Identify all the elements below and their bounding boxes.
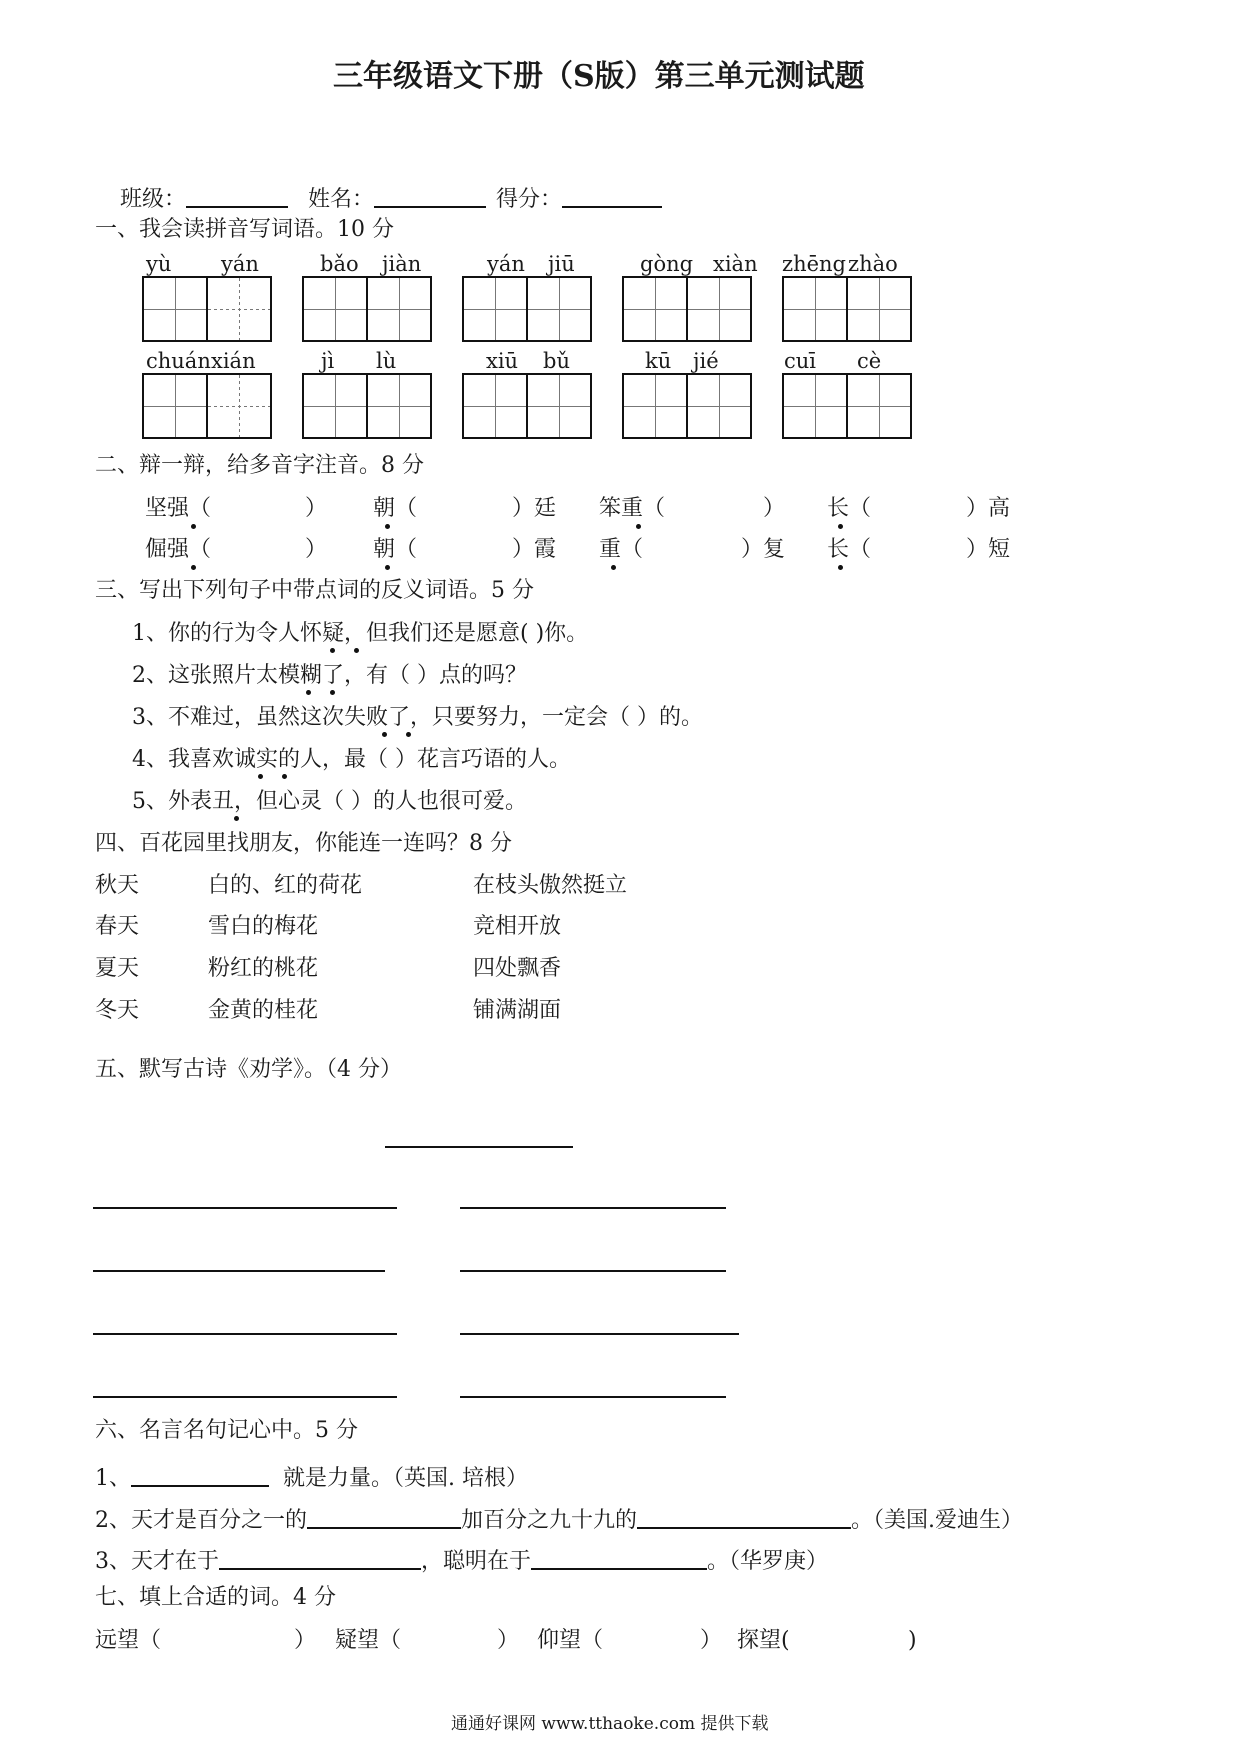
polyphone-item: 朝（: [373, 537, 418, 562]
polyphone-item: ）复: [741, 537, 786, 562]
section3-heading: 三、写出下列句子中带点词的反义词语。5 分: [95, 578, 534, 603]
section2-heading: 二、辩一辩，给多音字注音。8 分: [95, 453, 424, 478]
poem-line-blank[interactable]: [460, 1333, 739, 1335]
section7-heading: 七、填上合适的词。4 分: [95, 1585, 336, 1610]
pinyin: jié: [693, 349, 719, 373]
name-label: 姓名：: [308, 187, 375, 212]
name-blank[interactable]: [374, 184, 486, 208]
emphasis-dot: [354, 648, 359, 653]
writing-cell[interactable]: [686, 276, 752, 342]
quote-text: ，聪明在于: [421, 1549, 532, 1574]
emphasis-dot: [191, 565, 196, 570]
quote-number: 1、: [95, 1466, 131, 1491]
writing-cell[interactable]: [366, 276, 432, 342]
antonym-item: 5、外表丑，但心灵（ ）的人也很可爱。: [132, 789, 527, 814]
grid-divider: [270, 373, 272, 439]
writing-cell[interactable]: [846, 276, 912, 342]
quote-blank[interactable]: [637, 1505, 851, 1529]
score-blank[interactable]: [562, 184, 662, 208]
writing-cell[interactable]: [846, 373, 912, 439]
pinyin: jì: [321, 349, 335, 373]
pinyin: jiū: [548, 252, 575, 276]
writing-cell[interactable]: [206, 276, 272, 342]
description-label[interactable]: 四处飘香: [473, 956, 562, 981]
emphasis-dot: [636, 524, 641, 529]
pinyin: chuán: [146, 349, 211, 373]
emphasis-dot: [234, 816, 239, 821]
score-field: [496, 184, 662, 211]
quote-blank[interactable]: [219, 1546, 421, 1570]
writing-cell[interactable]: [686, 373, 752, 439]
antonym-item: 1、你的行为令人怀疑，但我们还是愿意( )你。: [132, 621, 589, 646]
flower-label[interactable]: 粉红的桃花: [208, 956, 319, 981]
fill-word-item: 仰望（: [537, 1628, 604, 1653]
grid-divider: [590, 276, 592, 342]
flower-label[interactable]: 雪白的梅花: [208, 914, 319, 939]
quote-text: 加百分之九十九的: [461, 1508, 638, 1533]
pinyin: zhào: [848, 252, 898, 276]
score-label: 得分：: [496, 187, 563, 212]
fill-word-item: ): [908, 1628, 917, 1653]
pinyin: xiū: [486, 349, 519, 373]
writing-cell[interactable]: [206, 373, 272, 439]
polyphone-item: ）: [763, 496, 786, 521]
antonym-item: 3、不难过，虽然这次失败了，只要努力，一定会（ ）的。: [132, 705, 703, 730]
polyphone-item: ）廷: [512, 496, 557, 521]
pinyin: xián: [211, 349, 256, 373]
fill-word-item: ）: [497, 1628, 520, 1653]
writing-cell[interactable]: [526, 373, 592, 439]
polyphone-item: 长（: [827, 537, 872, 562]
description-label[interactable]: 竞相开放: [473, 914, 562, 939]
emphasis-dot: [838, 524, 843, 529]
fill-word-item: 疑望（: [335, 1628, 402, 1653]
grid-divider: [750, 373, 752, 439]
season-label[interactable]: 春天: [95, 914, 140, 939]
polyphone-item: 倔强（: [145, 537, 212, 562]
writing-grid-row-2: [142, 373, 910, 437]
polyphone-item: ）短: [966, 537, 1011, 562]
description-label[interactable]: 铺满湖面: [473, 998, 562, 1023]
flower-label[interactable]: 金黄的桂花: [208, 998, 319, 1023]
poem-line-blank[interactable]: [93, 1270, 385, 1272]
pinyin: jiàn: [382, 252, 422, 276]
emphasis-dot: [330, 648, 335, 653]
class-field: [120, 184, 288, 211]
grid-divider: [590, 373, 592, 439]
writing-cell[interactable]: [782, 276, 848, 342]
writing-cell[interactable]: [622, 276, 688, 342]
emphasis-dot: [838, 565, 843, 570]
fill-word-item: ）: [700, 1628, 723, 1653]
polyphone-item: ）: [305, 537, 328, 562]
polyphone-item: 坚强（: [145, 496, 212, 521]
fill-word-item: ）: [294, 1628, 317, 1653]
page-title: 三年级语文下册（S版）第三单元测试题: [333, 59, 865, 94]
pinyin: zhēng: [782, 252, 846, 276]
writing-cell[interactable]: [526, 276, 592, 342]
pinyin: yán: [221, 252, 259, 276]
writing-cell[interactable]: [366, 373, 432, 439]
pinyin: lù: [376, 349, 397, 373]
polyphone-item: ）高: [966, 496, 1011, 521]
polyphone-item: 朝（: [373, 496, 418, 521]
writing-cell[interactable]: [782, 373, 848, 439]
quote-blank[interactable]: [131, 1463, 269, 1487]
poem-line-blank[interactable]: [460, 1207, 726, 1209]
section4-heading: 四、百花园里找朋友，你能连一连吗？8 分: [95, 831, 512, 856]
pinyin: cuī: [784, 349, 817, 373]
grid-divider: [750, 276, 752, 342]
grid-divider: [270, 276, 272, 342]
pinyin: kū: [645, 349, 672, 373]
emphasis-dot: [282, 774, 287, 779]
poem-line-blank[interactable]: [460, 1396, 726, 1398]
fill-word-item: 探望(: [737, 1628, 790, 1653]
emphasis-dot: [382, 732, 387, 737]
antonym-item: 4、我喜欢诚实的人，最（ ）花言巧语的人。: [132, 747, 571, 772]
writing-cell[interactable]: [142, 373, 208, 439]
writing-cell[interactable]: [302, 276, 368, 342]
writing-cell[interactable]: [142, 276, 208, 342]
poem-title-blank[interactable]: [385, 1146, 573, 1148]
quote-item-1: [95, 1463, 528, 1490]
writing-cell[interactable]: [462, 276, 528, 342]
polyphone-item: ）: [305, 496, 328, 521]
grid-divider: [430, 276, 432, 342]
polyphone-item: 笨重（: [599, 496, 666, 521]
emphasis-dot: [611, 565, 616, 570]
emphasis-dot: [191, 524, 196, 529]
season-label[interactable]: 夏天: [95, 956, 140, 981]
quote-text: 。（美国.爱迪生）: [851, 1508, 1024, 1533]
polyphone-item: ）霞: [512, 537, 557, 562]
name-field: [308, 184, 486, 211]
writing-cell[interactable]: [622, 373, 688, 439]
season-label[interactable]: 秋天: [95, 873, 140, 898]
polyphone-item: 重（: [599, 537, 644, 562]
emphasis-dot: [385, 524, 390, 529]
footer-credit: 通通好课网 www.tthaoke.com 提供下载: [451, 1714, 769, 1734]
emphasis-dot: [406, 732, 411, 737]
pinyin: cè: [857, 349, 882, 373]
emphasis-dot: [385, 565, 390, 570]
poem-line-blank[interactable]: [460, 1270, 726, 1272]
writing-cell[interactable]: [302, 373, 368, 439]
writing-cell[interactable]: [462, 373, 528, 439]
pinyin: xiàn: [713, 252, 758, 276]
pinyin: bǎo: [320, 252, 359, 276]
grid-divider: [430, 373, 432, 439]
class-label: 班级：: [120, 187, 187, 212]
emphasis-dot: [330, 690, 335, 695]
antonym-item: 2、这张照片太模糊了，有（ ）点的吗？: [132, 663, 527, 688]
pinyin: yù: [146, 252, 172, 276]
section5-heading: 五、默写古诗《劝学》。（4 分）: [95, 1057, 402, 1082]
flower-label[interactable]: 白的、红的荷花: [208, 873, 363, 898]
pinyin: yán: [487, 252, 525, 276]
emphasis-dot: [258, 774, 263, 779]
quote-text: 。（华罗庚）: [707, 1549, 829, 1574]
section6-heading: 六、名言名句记心中。5 分: [95, 1418, 358, 1443]
quote-blank[interactable]: [307, 1505, 461, 1529]
writing-grid-row-1: [142, 276, 910, 340]
quote-text: 3、天才在于: [95, 1549, 219, 1574]
description-label[interactable]: 在枝头傲然挺立: [473, 873, 628, 898]
poem-line-blank[interactable]: [93, 1333, 397, 1335]
quote-text: 就是力量。（英国. 培根）: [283, 1466, 528, 1491]
quote-item-3: [95, 1546, 828, 1573]
section1-heading: 一、我会读拼音写词语。10 分: [95, 217, 394, 242]
emphasis-dot: [306, 690, 311, 695]
quote-item-2: [95, 1505, 1023, 1532]
season-label[interactable]: 冬天: [95, 998, 140, 1023]
poem-line-blank[interactable]: [93, 1207, 397, 1209]
class-blank[interactable]: [186, 184, 288, 208]
quote-text: 2、天才是百分之一的: [95, 1508, 307, 1533]
poem-line-blank[interactable]: [93, 1396, 397, 1398]
polyphone-item: 长（: [827, 496, 872, 521]
fill-word-item: 远望（: [95, 1628, 162, 1653]
pinyin: bǔ: [543, 349, 570, 373]
quote-blank[interactable]: [531, 1546, 707, 1570]
pinyin: gòng: [640, 252, 694, 276]
